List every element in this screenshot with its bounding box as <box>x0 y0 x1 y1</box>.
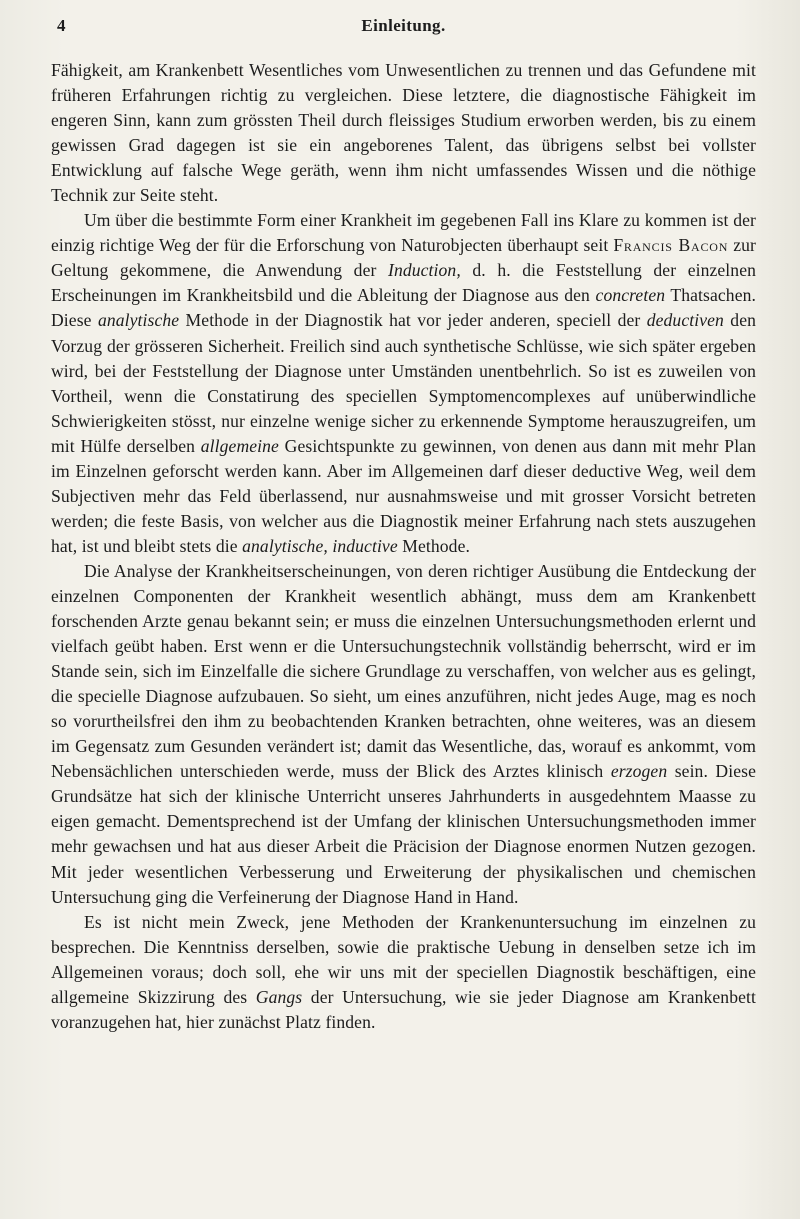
running-title: Einleitung. <box>361 16 446 35</box>
paragraph-2-text-3: d. h. die Feststellung der einzelnen Erscheinungen im Krankheitsbild und die Ableitung der Diagnose aus den <box>51 260 756 306</box>
paragraph-2 <box>51 208 756 559</box>
emphasis-allgemeine: allgemeine <box>200 435 279 456</box>
paragraph-2-text-8: Methode. <box>397 535 470 556</box>
paragraph-3-text-1: Die Analyse der Krankheitserscheinungen, von deren richtiger Ausübung die Entdeckung der einzelnen Componenten der Krankheit wesentlich abhängt, muss dem am Krankenbett forschenden Arzte genau bekannt sein; er muss die einzelnen Untersuchungsmethoden erlernt und vielfach geübt haben. Erst wenn er die Untersuchungstechnik vollständig beherrscht, wird er im Stande sein, sich im Einzelfalle die sichere Grundlage zu verschaffen, von welcher aus es gelingt, die specielle Diagnose aufzubauen. So sieht, um eines anzuführen, nicht jedes Auge, mag es noch so vorurtheilsfrei den ihm zu beobachtenden Kranken betrachten, ohne weiteres, was an diesem im Gegensatz zum Gesunden verändert ist; damit das Wesentliche, das, worauf es ankommt, vom Nebensächlichen unterschieden werde, muss der Blick des Arztes klinisch <box>51 560 756 782</box>
paragraph-4 <box>51 910 756 1035</box>
emphasis-analytische: analytische <box>97 310 180 331</box>
author-name: Francis Bacon <box>613 235 729 256</box>
page-header <box>51 14 756 40</box>
paragraph-2-text-5: Methode in der Diagnostik hat vor jeder anderen, speciell der <box>179 310 647 331</box>
paragraph-2-text-2: zur Geltung gekommene, die Anwendung der <box>51 235 756 281</box>
paragraph-4-text-1: Es ist nicht mein Zweck, jene Methoden der Krankenuntersuchung im einzelnen zu besprechen. Die Kenntniss derselben, sowie die praktische Uebung in denselben setze ich im Allgemeinen voraus; doch soll, ehe wir uns mit der speciellen Diagnostik beschäftigen, eine allgemeine Skizzirung des <box>51 911 756 1007</box>
emphasis-concreten: concreten <box>595 285 666 306</box>
page-number: 4 <box>57 16 66 35</box>
emphasis-gangs: Gangs <box>255 986 303 1007</box>
paragraph-2-text-7: Gesichtspunkte zu gewinnen, von denen aus dann mit mehr Plan im Einzelnen geforscht werden kann. Aber im Allgemeinen darf dieser deductive Weg, weil dem Subjectiven mehr das Feld überlassend, nur ausnahmsweise und mit grosser Vorsicht betreten werden; die feste Basis, von welcher aus die Diagnostik meiner Erfahrung nach stets auszugehen hat, ist und bleibt stets die <box>51 435 756 556</box>
paragraph-2-text-6: den Vorzug der grösseren Sicherheit. Freilich sind auch synthetische Schlüsse, wie sich später ergeben wird, bei der Feststellung der Diagnose unter Umständen unentbehrlich. So ist es zuweilen von Vortheil, wenn die Constatirung des speciellen Symptomencomplexes auf unüberwindliche Schwierigkeiten stösst, nur einzelne wenige sicher zu erkennende Symptome herauszugreifen, um mit Hülfe derselben <box>51 310 757 456</box>
paragraph-3 <box>51 559 756 910</box>
emphasis-deductiven: deductiven <box>646 310 724 331</box>
emphasis-erzogen: erzogen <box>610 761 668 782</box>
paragraph-4-text-2: der Untersuchung, wie sie jeder Diagnose am Krankenbett voranzugehen hat, hier zunächst Platz finden. <box>51 986 756 1032</box>
emphasis-analytische-inductive: analytische, inductive <box>242 535 398 556</box>
paragraph-2-text-4: Thatsachen. Diese <box>51 285 756 331</box>
paragraph-1 <box>51 58 756 208</box>
paragraph-2-text-1: Um über die bestimmte Form einer Krankheit im gegebenen Fall ins Klare zu kommen ist der einzig richtige Weg der für die Erforschung von Naturobjecten überhaupt seit <box>51 210 756 256</box>
body-text <box>51 58 756 1035</box>
emphasis-induction: Induction, <box>388 260 461 281</box>
paragraph-3-text-2: sein. Diese Grundsätze hat sich der klinische Unterricht unseres Jahrhunderts in ausgedehntem Maasse zu eigen gemacht. Dementsprechend ist der Umfang der klinischen Untersuchungsmethoden immer mehr gewachsen und hat aus dieser Arbeit die Präcision der Diagnose enormen Nutzen gezogen. Mit jeder wesentlichen Verbesserung und Erweiterung der physikalischen und chemischen Untersuchung ging die Verfeinerung der Diagnose Hand in Hand. <box>51 761 756 907</box>
paragraph-1-text: Fähigkeit, am Krankenbett Wesentliches vom Unwesentlichen zu trennen und das Gefundene mit früheren Erfahrungen richtig zu vergleichen. Diese letztere, die diagnostische Fähigkeit im engeren Sinn, kann zum grössten Theil durch fleissiges Studium erworben werden, bis zu einem gewissen Grad dagegen ist sie ein angeborenes Talent, das übrigens selbst bei vollster Entwicklung auf falsche Wege geräth, wenn ihm nicht umfassendes Wissen und die nöthige Technik zur Seite steht. <box>51 60 756 206</box>
